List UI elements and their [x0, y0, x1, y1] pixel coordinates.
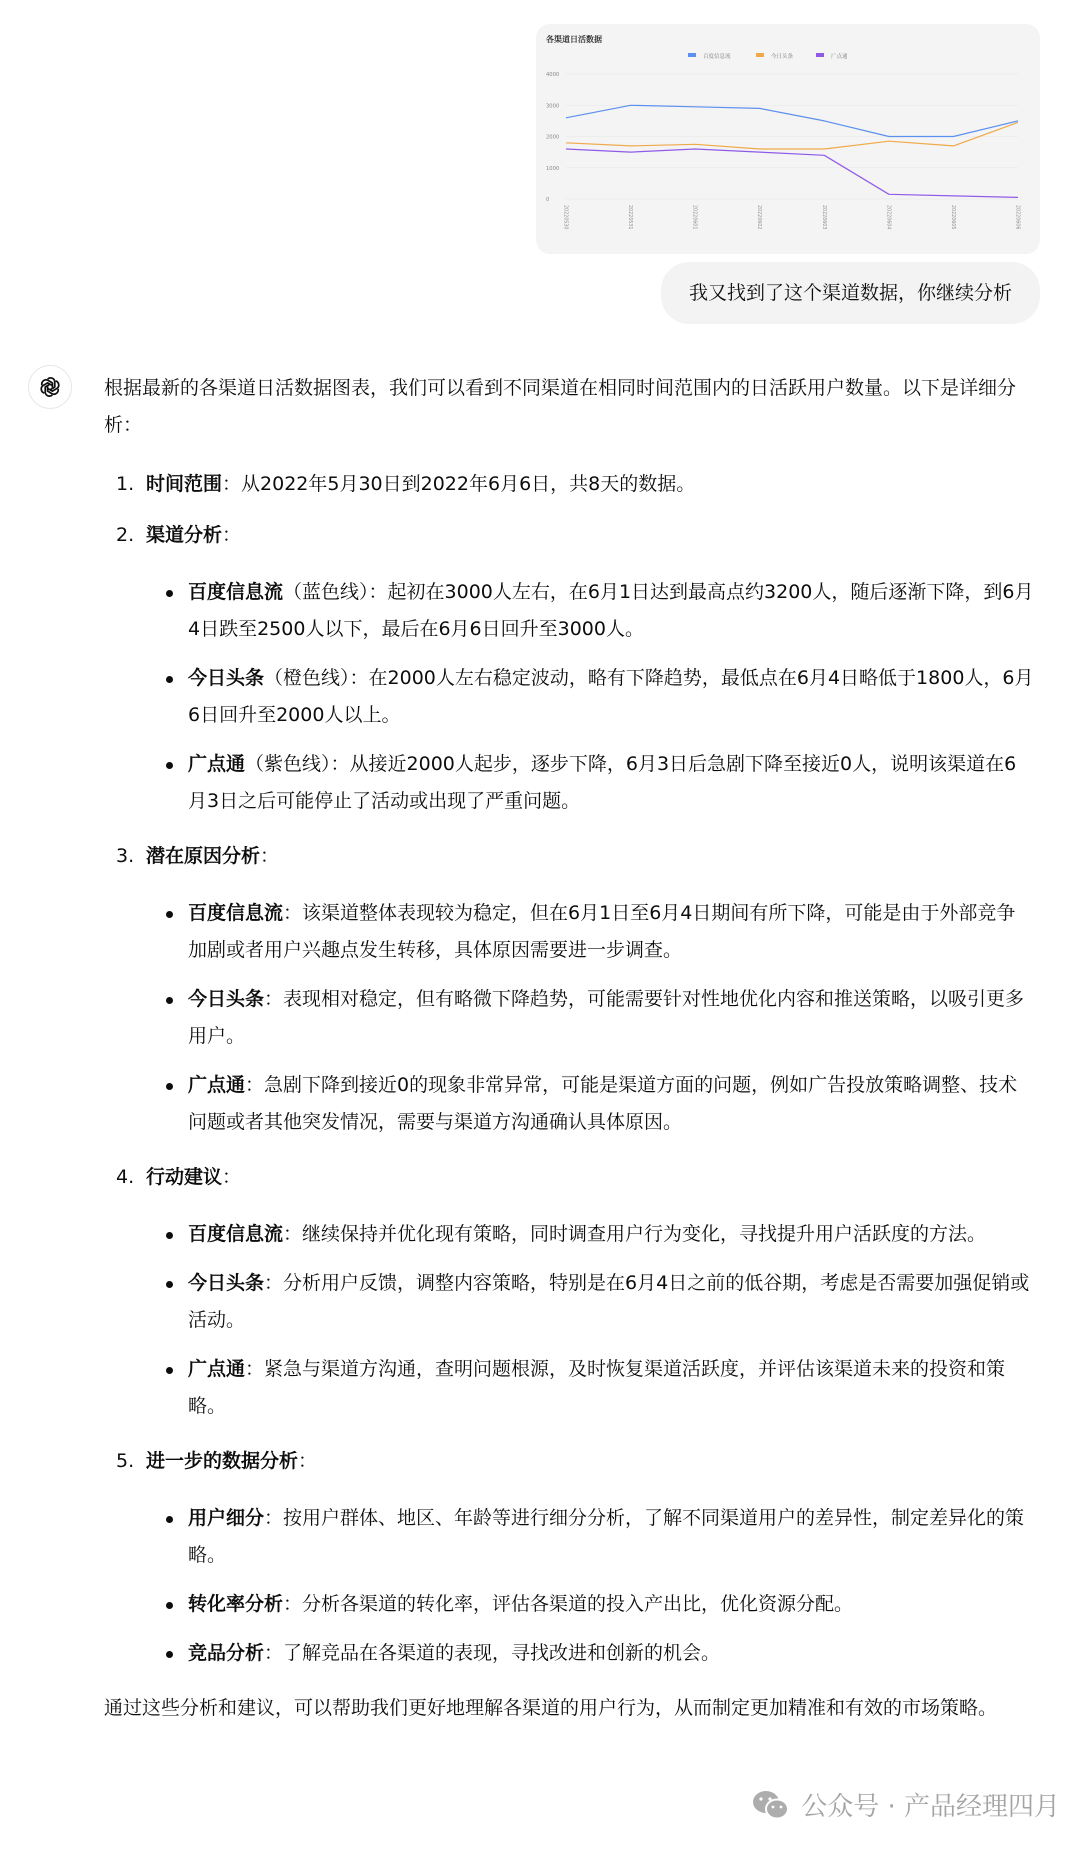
bullet-text: ：急剧下降到接近0的现象非常异常，可能是渠道方面的问题，例如广告投放策略调整、技术问题或者其他突发情况，需要与渠道方沟通确认具体原因。 [188, 1074, 1018, 1133]
section-heading: 渠道分析 [146, 524, 223, 546]
user-message-bubble [661, 262, 1040, 324]
line-chart [536, 24, 1040, 254]
wechat-icon [751, 1788, 791, 1822]
series-line [566, 105, 1018, 136]
bullet-list [146, 1500, 1034, 1672]
bullet-text: （橙色线）：在2000人左右稳定波动，略有下降趋势，最低点在6月4日略低于1800人，6月6日回升至2000人以上。 [188, 667, 1034, 726]
bullet-label: 竞品分析 [188, 1642, 265, 1664]
legend-swatch [688, 53, 696, 57]
bullet-label: 广点通 [188, 1074, 246, 1096]
bullet-label: 用户细分 [188, 1507, 265, 1529]
bullet-item [146, 895, 1034, 969]
bullet-text: ：分析用户反馈，调整内容策略，特别是在6月4日之前的低谷期，考虑是否需要加强促销或活动。 [188, 1272, 1030, 1331]
legend-swatch [816, 53, 824, 57]
section-item [104, 1443, 1034, 1672]
bullet-item [146, 1265, 1034, 1339]
user-message-text: 我又找到了这个渠道数据，你继续分析 [688, 282, 1012, 304]
bullet-text: ：分析各渠道的转化率，评估各渠道的投入产出比，优化资源分配。 [283, 1593, 854, 1615]
x-tick-label: 20220602 [756, 205, 762, 230]
bullet-text: ：了解竞品在各渠道的表现，寻找改进和创新的机会。 [264, 1642, 721, 1664]
section-number: 5. [116, 1450, 135, 1472]
reply-closing: 通过这些分析和建议，可以帮助我们更好地理解各渠道的用户行为，从而制定更加精准和有效的市场策略。 [104, 1697, 998, 1719]
section-item [104, 1159, 1034, 1425]
legend-swatch [756, 53, 764, 57]
bullet-list [146, 574, 1034, 820]
watermark [751, 1786, 1060, 1823]
bullet-text: ：该渠道整体表现较为稳定，但在6月1日至6月4日期间有所下降，可能是由于外部竞争加剧或者用户兴趣点发生转移，具体原因需要进一步调查。 [188, 902, 1016, 961]
bullet-label: 广点通 [188, 753, 246, 775]
section-text: ：从2022年5月30日到2022年6月6日，共8天的数据。 [222, 473, 696, 495]
bullet-label: 百度信息流 [188, 1223, 284, 1245]
bullet-label: 广点通 [188, 1358, 246, 1380]
section-number: 2. [116, 524, 135, 546]
section-item [104, 838, 1034, 1141]
bullet-label: 今日头条 [188, 988, 265, 1010]
bullet-text: ：继续保持并优化现有策略，同时调查用户行为变化，寻找提升用户活跃度的方法。 [283, 1223, 987, 1245]
legend-label: 今日头条 [771, 54, 794, 60]
section-item [104, 517, 1034, 820]
section-heading: 行动建议 [146, 1166, 223, 1188]
bullet-text: ：表现相对稳定，但有略微下降趋势，可能需要针对性地优化内容和推送策略，以吸引更多用户。 [188, 988, 1025, 1047]
y-tick-label: 4000 [546, 72, 560, 78]
bullet-item [146, 981, 1034, 1055]
section-text: ： [222, 524, 242, 546]
bullet-label: 今日头条 [188, 667, 265, 689]
bullet-label: 百度信息流 [188, 902, 284, 924]
series-line [566, 149, 1018, 197]
bullet-item [146, 746, 1034, 820]
bullet-text: （蓝色线）：起初在3000人左右，在6月1日达到最高点约3200人，随后逐渐下降，到6月4日跌至2500人以下，最后在6月6日回升至3000人。 [188, 581, 1034, 640]
section-heading: 进一步的数据分析 [146, 1450, 299, 1472]
y-tick-label: 2000 [546, 134, 560, 141]
bullet-item [146, 1635, 1034, 1672]
section-number: 1. [116, 473, 135, 495]
section-item [104, 466, 1034, 503]
x-tick-label: 20220601 [691, 205, 697, 230]
x-tick-label: 20220530 [562, 205, 568, 230]
x-tick-label: 20220531 [627, 205, 633, 230]
section-number: 4. [116, 1166, 135, 1188]
bullet-text: ：按用户群体、地区、年龄等进行细分分析，了解不同渠道用户的差异性，制定差异化的策略。 [188, 1507, 1025, 1566]
watermark-text: 公众号 · 产品经理四月 [801, 1792, 1060, 1822]
bullet-item [146, 1351, 1034, 1425]
series-line [566, 122, 1018, 149]
y-tick-label: 0 [546, 197, 550, 203]
x-tick-label: 20220606 [1014, 205, 1020, 230]
legend-label: 广点通 [831, 54, 848, 60]
bullet-item [146, 574, 1034, 648]
bullet-item [146, 1500, 1034, 1574]
bullet-item [146, 1586, 1034, 1623]
section-heading: 潜在原因分析 [146, 845, 261, 867]
x-tick-label: 20220603 [820, 205, 826, 230]
x-tick-label: 20220604 [885, 205, 891, 230]
x-tick-label: 20220605 [949, 205, 955, 230]
section-text: ： [260, 845, 280, 867]
analysis-sections [104, 466, 1034, 1672]
section-text: ： [222, 1166, 242, 1188]
section-heading: 时间范围 [146, 473, 223, 495]
bullet-text: ：紧急与渠道方沟通，查明问题根源，及时恢复渠道活跃度，并评估该渠道未来的投资和策略。 [188, 1358, 1006, 1417]
y-tick-label: 3000 [546, 103, 560, 110]
section-number: 3. [116, 845, 135, 867]
bullet-list [146, 1216, 1034, 1425]
legend-label: 百度信息流 [703, 54, 731, 60]
bullet-label: 百度信息流 [188, 581, 284, 603]
bullet-text: （紫色线）：从接近2000人起步，逐步下降，6月3日后急剧下降至接近0人，说明该渠道在6月3日之后可能停止了活动或出现了严重问题。 [188, 753, 1017, 812]
assistant-reply [104, 370, 1034, 1727]
bullet-list [146, 895, 1034, 1141]
y-tick-label: 1000 [546, 165, 560, 172]
bullet-item [146, 660, 1034, 734]
bullet-item [146, 1216, 1034, 1253]
openai-logo-icon [37, 374, 63, 400]
attached-chart-image[interactable] [536, 24, 1040, 254]
assistant-avatar [28, 365, 72, 409]
bullet-label: 今日头条 [188, 1272, 265, 1294]
section-text: ： [298, 1450, 318, 1472]
bullet-label: 转化率分析 [188, 1593, 284, 1615]
bullet-item [146, 1067, 1034, 1141]
chart-title: 各渠道日活数据 [546, 35, 602, 44]
reply-intro: 根据最新的各渠道日活数据图表，我们可以看到不同渠道在相同时间范围内的日活跃用户数量。以下是详细分析： [104, 377, 1017, 436]
